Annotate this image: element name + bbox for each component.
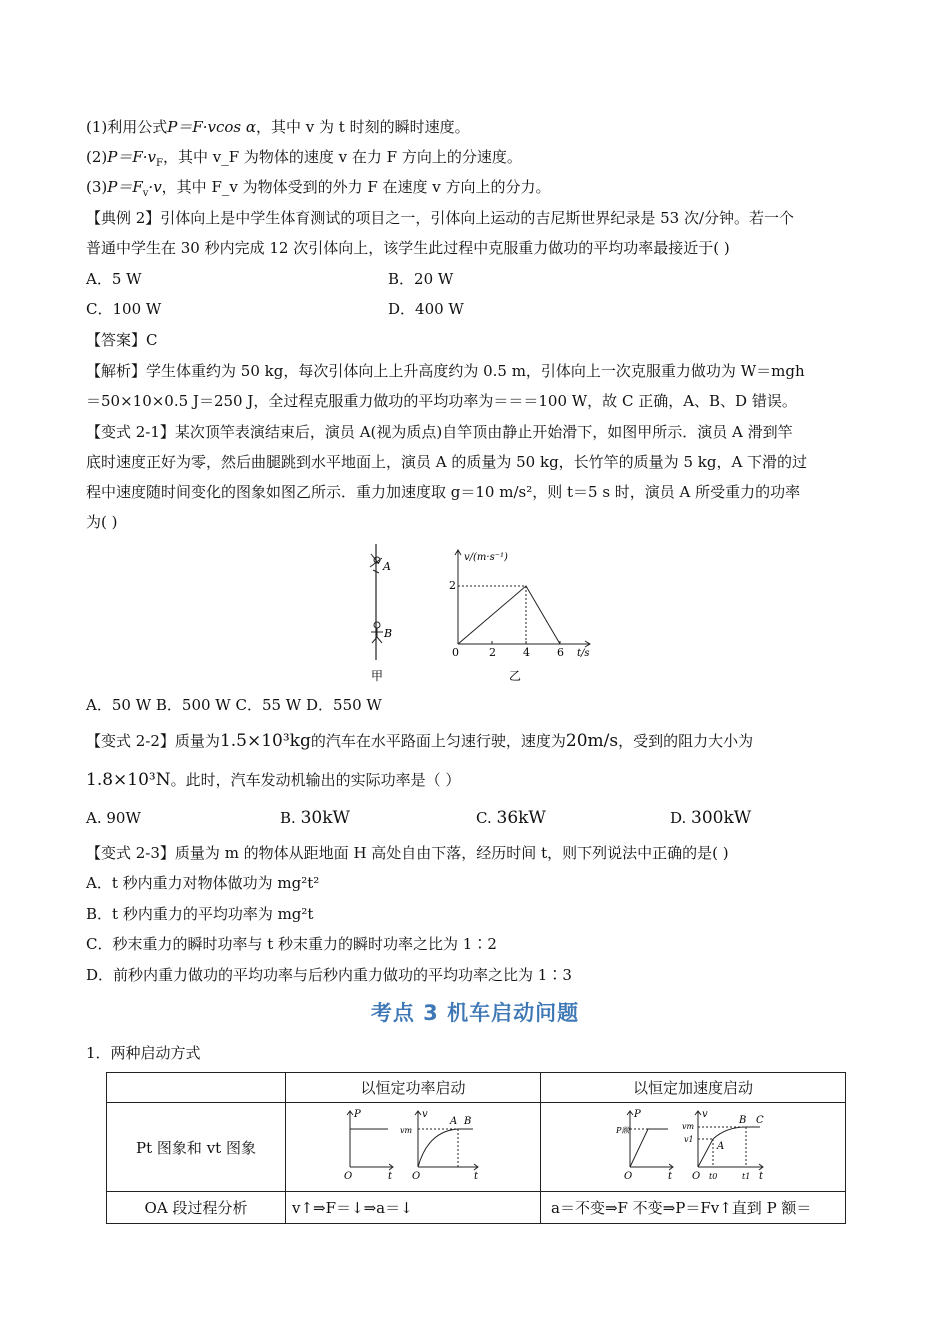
formula-line-2: $(2)P=F\cdot v_F$，其中 v_F 为物体的速度 v 在力 F 方向上的分速度。 [86, 148, 522, 169]
g4-label-t: t [759, 1171, 764, 1182]
g3-label-o: O [624, 1171, 633, 1182]
example2-option-d: D．400 W [388, 300, 464, 318]
vt-xtick-label: 4 [523, 646, 530, 659]
g4-label-t1: t1 [742, 1172, 751, 1181]
pole-figure [350, 540, 410, 685]
g1-label-o: O [344, 1171, 353, 1182]
g2-label-v: v [422, 1109, 428, 1120]
section-heading: 考点 3 机车启动问题 [370, 1001, 580, 1025]
table-row1-col2 [541, 1103, 846, 1192]
variant22-stem-1: 【变式 2-2】质量为1.5×10³kg的汽车在水平路面上匀速行驶，速度为20m/s，受到的阻力大小为 [86, 731, 754, 751]
variant21-stem-3: 程中速度随时间变化的图象如图乙所示．重力加速度取 g＝10 m/s²，则 t＝5 s 时，演员 A 所受重力的功率 [86, 483, 801, 501]
g2-label-o: O [412, 1171, 421, 1182]
g4-label-a: A [717, 1141, 725, 1152]
fig-jia-caption: 甲 [371, 669, 384, 683]
variant22-option-a: A. 90W [86, 809, 141, 827]
g1-label-p: P [354, 1109, 361, 1120]
example2-analysis-1: 【解析】学生体重约为 50 kg，每次引体向上上升高度约为 0.5 m，引体向上一次克服重力做功为 W＝mgh [86, 362, 805, 380]
example2-stem-2: 普通中学生在 30 秒内完成 12 次引体向上，该学生此过程中克服重力做功的平均功率最接近于( ) [86, 239, 730, 257]
startup-table [106, 1072, 846, 1224]
vt-origin: 0 [452, 646, 459, 659]
g3-label-p: P [634, 1109, 641, 1120]
variant22-option-c: C. 36kW [476, 808, 546, 828]
label-a: A [383, 560, 391, 573]
vt-xtick-label: 2 [489, 646, 496, 659]
variant23-option-c: C．秒末重力的瞬时功率与 t 秒末重力的瞬时功率之比为 1∶2 [86, 935, 497, 953]
g4-label-c: C [756, 1115, 764, 1126]
section-item-1: 1．两种启动方式 [86, 1044, 201, 1062]
g4-label-v: v [702, 1109, 708, 1120]
example2-stem-1: 【典例 2】引体向上是中学生体育测试的项目之一，引体向上运动的吉尼斯世界纪录是 53 次/分钟。若一个 [86, 209, 794, 227]
vt-series-line [458, 586, 560, 644]
fig-yi-caption: 乙 [509, 669, 522, 683]
table-row2-header: OA 段过程分析 [107, 1192, 286, 1224]
variant22-option-d: D. 300kW [670, 808, 752, 828]
table-row2-col2: a＝不变⇒F 不变⇒P＝Fv↑直到 P 额＝ [541, 1192, 846, 1224]
g4-label-t0: t0 [709, 1172, 718, 1181]
variant21-stem-2: 底时速度正好为零，然后曲腿跳到水平地面上，演员 A 的质量为 50 kg，长竹竿的质量为 5 kg，A 下滑的过 [86, 453, 808, 471]
variant23-option-a: A．t 秒内重力对物体做功为 mg²t² [86, 874, 320, 892]
g2-label-t: t [474, 1171, 479, 1182]
vt-xlabel: t/s [577, 648, 590, 659]
g2-label-b: B [464, 1116, 472, 1127]
constant-power-graphs [338, 1105, 488, 1185]
table-header-col2: 以恒定加速度启动 [541, 1073, 846, 1103]
variant22-option-b: B. 30kW [280, 808, 350, 828]
vt-ytick: 2 [449, 579, 456, 592]
table-row1-col1 [286, 1103, 541, 1192]
example2-option-c: C．100 W [86, 300, 162, 318]
formula-line-3: $(3)P=F_v\cdot v$，其中 F_v 为物体受到的外力 F 在速度 v 方向上的分力。 [86, 178, 551, 199]
table-corner [107, 1073, 286, 1103]
vt-ylabel: v/(m·s⁻¹) [464, 552, 508, 563]
label-b: B [384, 627, 393, 640]
variant21-stem-1: 【变式 2-1】某次顶竿表演结束后，演员 A(视为质点)自竿顶由静止开始滑下，如图甲所示．演员 A 滑到竿 [86, 423, 793, 441]
example2-analysis-2: ＝50×10×0.5 J＝250 J，全过程克服重力做功的平均功率为＝＝＝100 W，故 C 正确，A、B、D 错误。 [86, 392, 797, 410]
variant23-option-d: D．前秒内重力做功的平均功率与后秒内重力做功的平均功率之比为 1∶3 [86, 966, 572, 984]
variant22-stem-2: 1.8×10³N。此时，汽车发动机输出的实际功率是（ ） [86, 770, 461, 790]
g1-label-t: t [388, 1171, 393, 1182]
table-header-col1: 以恒定功率启动 [286, 1073, 541, 1103]
g3-label-p-rated: P额 [616, 1126, 630, 1135]
example2-option-a: A．5 W [86, 270, 142, 288]
table-row1-header: Pt 图象和 vt 图象 [107, 1103, 286, 1192]
example2-option-b: B．20 W [388, 270, 454, 288]
vt-xtick-label: 6 [557, 646, 564, 659]
g4-label-o: O [692, 1171, 701, 1182]
variant23-stem: 【变式 2-3】质量为 m 的物体从距地面 H 高处自由下落，经历时间 t，则下列说法中正确的是( ) [86, 844, 729, 862]
g4-label-v1: v1 [684, 1135, 694, 1144]
variant21-options: A．50 W B．500 W C．55 W D．550 W [86, 696, 382, 714]
constant-acceleration-graphs [618, 1105, 768, 1185]
variant23-option-b: B．t 秒内重力的平均功率为 mg²t [86, 905, 314, 923]
g2-label-a: A [450, 1116, 458, 1127]
g3-label-t: t [668, 1171, 673, 1182]
formula-line-1: (1)利用公式P＝F·vcos α，其中 v 为 t 时刻的瞬时速度。 [86, 118, 470, 136]
vt-graph [440, 540, 600, 685]
g2-label-vm: vm [400, 1126, 413, 1135]
variant21-stem-4: 为( ) [86, 513, 118, 531]
g4-label-vm: vm [682, 1122, 695, 1131]
table-row2-col1: v↑⇒F＝↓⇒a＝↓ [286, 1192, 541, 1224]
g4-label-b: B [739, 1115, 747, 1126]
example2-answer: 【答案】C [86, 331, 158, 349]
